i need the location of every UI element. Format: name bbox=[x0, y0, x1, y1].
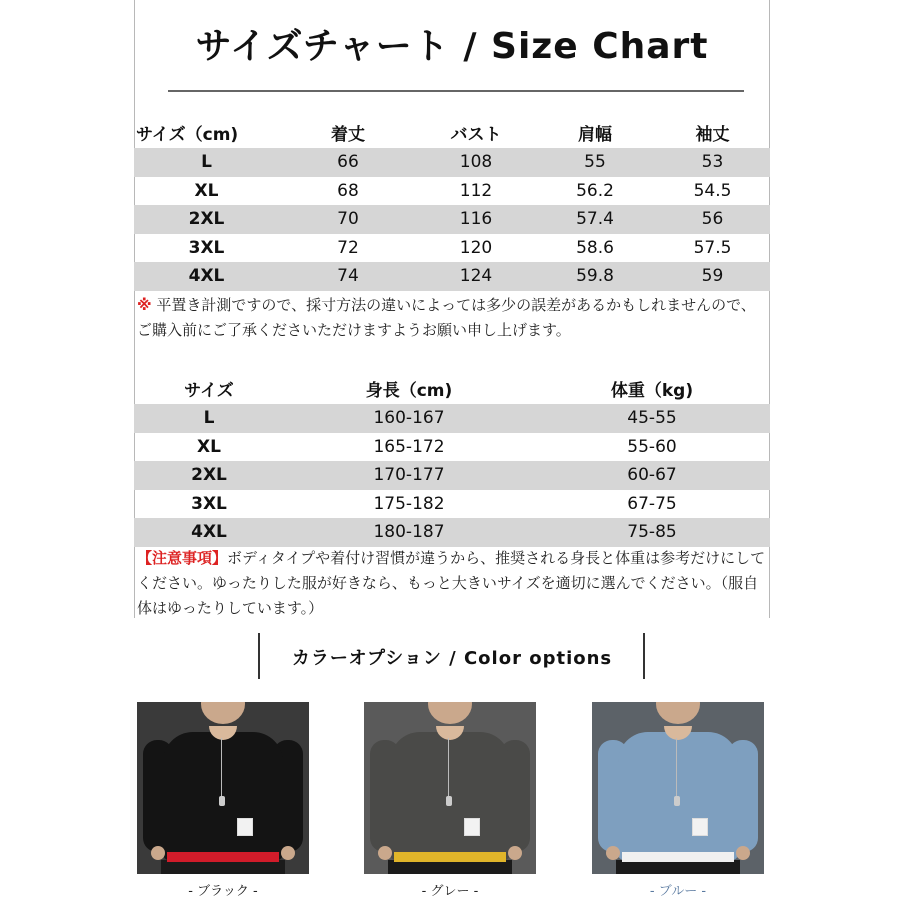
bust-cell: 120 bbox=[459, 237, 493, 258]
size-cell: 4XL bbox=[188, 266, 225, 287]
necklace-pendant bbox=[674, 796, 680, 806]
table-row bbox=[134, 262, 770, 291]
weight-cell: 45-55 bbox=[627, 408, 677, 429]
pants bbox=[388, 860, 512, 874]
hem-band bbox=[394, 852, 506, 862]
color-swatch-black[interactable] bbox=[137, 702, 309, 874]
measurement-note bbox=[137, 293, 767, 343]
shoulder-cell: 57.4 bbox=[576, 209, 614, 230]
weight-cell: 67-75 bbox=[627, 493, 677, 514]
size-cell: 3XL bbox=[188, 237, 225, 258]
logo-patch bbox=[464, 818, 480, 836]
hand-right bbox=[281, 846, 295, 860]
shoulder-cell: 58.6 bbox=[576, 237, 614, 258]
table-row bbox=[134, 234, 770, 263]
height-cell: 160-167 bbox=[373, 408, 445, 429]
weight-cell: 75-85 bbox=[627, 522, 677, 543]
header-cell: 袖丈 bbox=[695, 124, 730, 145]
sleeve-cell: 53 bbox=[701, 152, 724, 173]
shoulder-cell: 59.8 bbox=[576, 266, 614, 287]
size-table bbox=[134, 116, 770, 291]
shoulder-cell: 55 bbox=[584, 152, 606, 173]
weight-cell: 55-60 bbox=[627, 436, 677, 457]
hem-band bbox=[622, 852, 734, 862]
title-divider bbox=[168, 90, 744, 92]
necklace-pendant bbox=[446, 796, 452, 806]
size-cell: L bbox=[203, 408, 215, 429]
sleeve-cell: 59 bbox=[701, 266, 724, 287]
size-cell: L bbox=[201, 152, 212, 173]
table-row bbox=[134, 205, 770, 234]
logo-patch bbox=[237, 818, 253, 836]
color-label-gray: - グレー - bbox=[421, 884, 479, 899]
sleeve-cell: 56 bbox=[701, 209, 724, 230]
size-cell: 2XL bbox=[188, 209, 225, 230]
hand-left bbox=[606, 846, 620, 860]
header-cell: サイズ bbox=[184, 380, 234, 401]
header-cell: 着丈 bbox=[331, 124, 365, 145]
sleeve-cell: 54.5 bbox=[693, 180, 732, 201]
length-cell: 66 bbox=[337, 152, 359, 173]
height-cell: 180-187 bbox=[373, 522, 445, 543]
hand-left bbox=[378, 846, 392, 860]
fit-table bbox=[134, 372, 770, 547]
table-row bbox=[134, 148, 770, 177]
length-cell: 68 bbox=[337, 180, 359, 201]
bust-cell: 124 bbox=[459, 266, 493, 287]
header-cell: 身長（cm) bbox=[365, 380, 453, 401]
color-swatch-gray[interactable] bbox=[364, 702, 536, 874]
bust-cell: 116 bbox=[459, 209, 493, 230]
necklace-chain bbox=[676, 738, 680, 798]
table-row bbox=[134, 518, 770, 547]
shoulder-cell: 56.2 bbox=[576, 180, 614, 201]
size-cell: 3XL bbox=[191, 493, 227, 514]
height-cell: 175-182 bbox=[373, 493, 445, 514]
table-row bbox=[134, 404, 770, 433]
necklace-pendant bbox=[219, 796, 225, 806]
size-cell: 2XL bbox=[191, 465, 227, 486]
bust-cell: 112 bbox=[459, 180, 493, 201]
color-label-black: - ブラック - bbox=[188, 884, 258, 899]
header-cell: バスト bbox=[450, 124, 502, 145]
caution-mark: 【注意事項】 bbox=[137, 549, 228, 567]
hand-right bbox=[508, 846, 522, 860]
caution-note bbox=[137, 546, 767, 621]
sleeve-cell: 57.5 bbox=[693, 237, 732, 258]
height-cell: 170-177 bbox=[373, 465, 445, 486]
note-mark: ※ bbox=[137, 296, 152, 314]
table-row bbox=[134, 433, 770, 462]
color-swatch-blue[interactable] bbox=[592, 702, 764, 874]
hand-left bbox=[151, 846, 165, 860]
hand-right bbox=[736, 846, 750, 860]
table-row bbox=[134, 490, 770, 519]
size-cell: XL bbox=[194, 180, 219, 201]
hem-band bbox=[167, 852, 279, 862]
color-label-blue: - ブルー - bbox=[649, 884, 707, 899]
logo-patch bbox=[692, 818, 708, 836]
weight-cell: 60-67 bbox=[627, 465, 677, 486]
length-cell: 70 bbox=[337, 209, 359, 230]
header-cell: サイズ（cm) bbox=[136, 124, 239, 145]
fit-table-header bbox=[134, 372, 770, 404]
color-options-title: カラーオプション / Color options bbox=[291, 648, 613, 669]
size-table-header bbox=[134, 116, 770, 148]
size-cell: XL bbox=[197, 436, 221, 457]
size-cell: 4XL bbox=[191, 522, 227, 543]
table-row bbox=[134, 177, 770, 206]
header-cell: 肩幅 bbox=[578, 124, 612, 145]
length-cell: 74 bbox=[337, 266, 359, 287]
necklace-chain bbox=[448, 738, 452, 798]
pants bbox=[161, 860, 285, 874]
page-title: サイズチャート / Size Chart bbox=[195, 26, 709, 67]
height-cell: 165-172 bbox=[373, 436, 445, 457]
header-cell: 体重（kg) bbox=[610, 380, 694, 401]
necklace-chain bbox=[221, 738, 225, 798]
bust-cell: 108 bbox=[459, 152, 493, 173]
caution-text: ボディタイプや着付け習慣が違うから、推奨される身長と体重は参考だけにしてください。ゆったりした服が好きなら、もっと大きいサイズを適切に選んでください。（服自体はゆったりしています。） bbox=[137, 549, 766, 617]
pants bbox=[616, 860, 740, 874]
length-cell: 72 bbox=[337, 237, 359, 258]
note-text: 平置き計測ですので、採寸方法の違いによっては多少の誤差があるかもしれませんので、ご購入前にご了承くださいただけますようお願い申し上げます。 bbox=[137, 296, 756, 339]
table-row bbox=[134, 461, 770, 490]
